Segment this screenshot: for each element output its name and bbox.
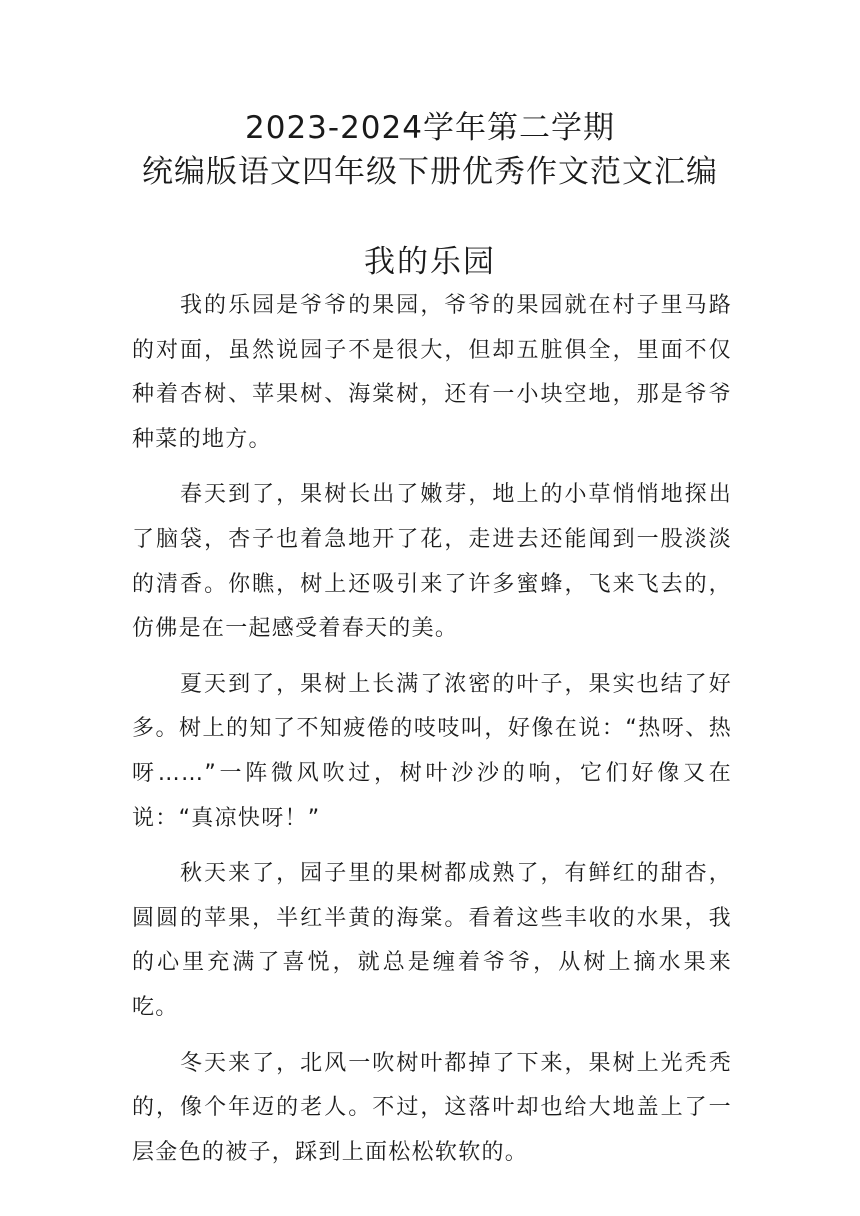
essay-paragraph: 秋天来了，园子里的果树都成熟了，有鲜红的甜杏，圆圆的苹果，半红半黄的海棠。看着这些丰收的水果，我的心里充满了喜悦，就总是缠着爷爷，从树上摘水果来吃。 [132,861,732,1020]
essay-paragraph: 夏天到了，果树上长满了浓密的叶子，果实也结了好多。树上的知了不知疲倦的吱吱叫，好像在说：“热呀、热呀……”一阵微风吹过，树叶沙沙的响，它们好像又在说：“真凉快呀！” [132,671,732,831]
essay-body [132,284,732,1186]
document-title-line-1: 2023-2024学年第二学期 [245,110,615,146]
essay-title: 我的乐园 [364,244,496,280]
essay-paragraph: 春天到了，果树长出了嫩芽，地上的小草悄悄地探出了脑袋，杏子也着急地开了花，走进去还能闻到一股淡淡的清香。你瞧，树上还吸引来了许多蜜蜂，飞来飞去的，仿佛是在一起感受着春天的美。 [132,482,732,642]
essay-paragraph: 我的乐园是爷爷的果园，爷爷的果园就在村子里马路的对面，虽然说园子不是很大，但却五脏俱全，里面不仅种着杏树、苹果树、海棠树，还有一小块空地，那是爷爷种菜的地方。 [132,293,732,452]
essay-paragraph: 冬天来了，北风一吹树叶都掉了下来，果树上光秃秃的，像个年迈的老人。不过，这落叶却也给大地盖上了一层金色的被子，踩到上面松松软软的。 [132,1050,732,1165]
document-title-line-2: 统编版语文四年级下册优秀作文范文汇编 [142,154,718,190]
